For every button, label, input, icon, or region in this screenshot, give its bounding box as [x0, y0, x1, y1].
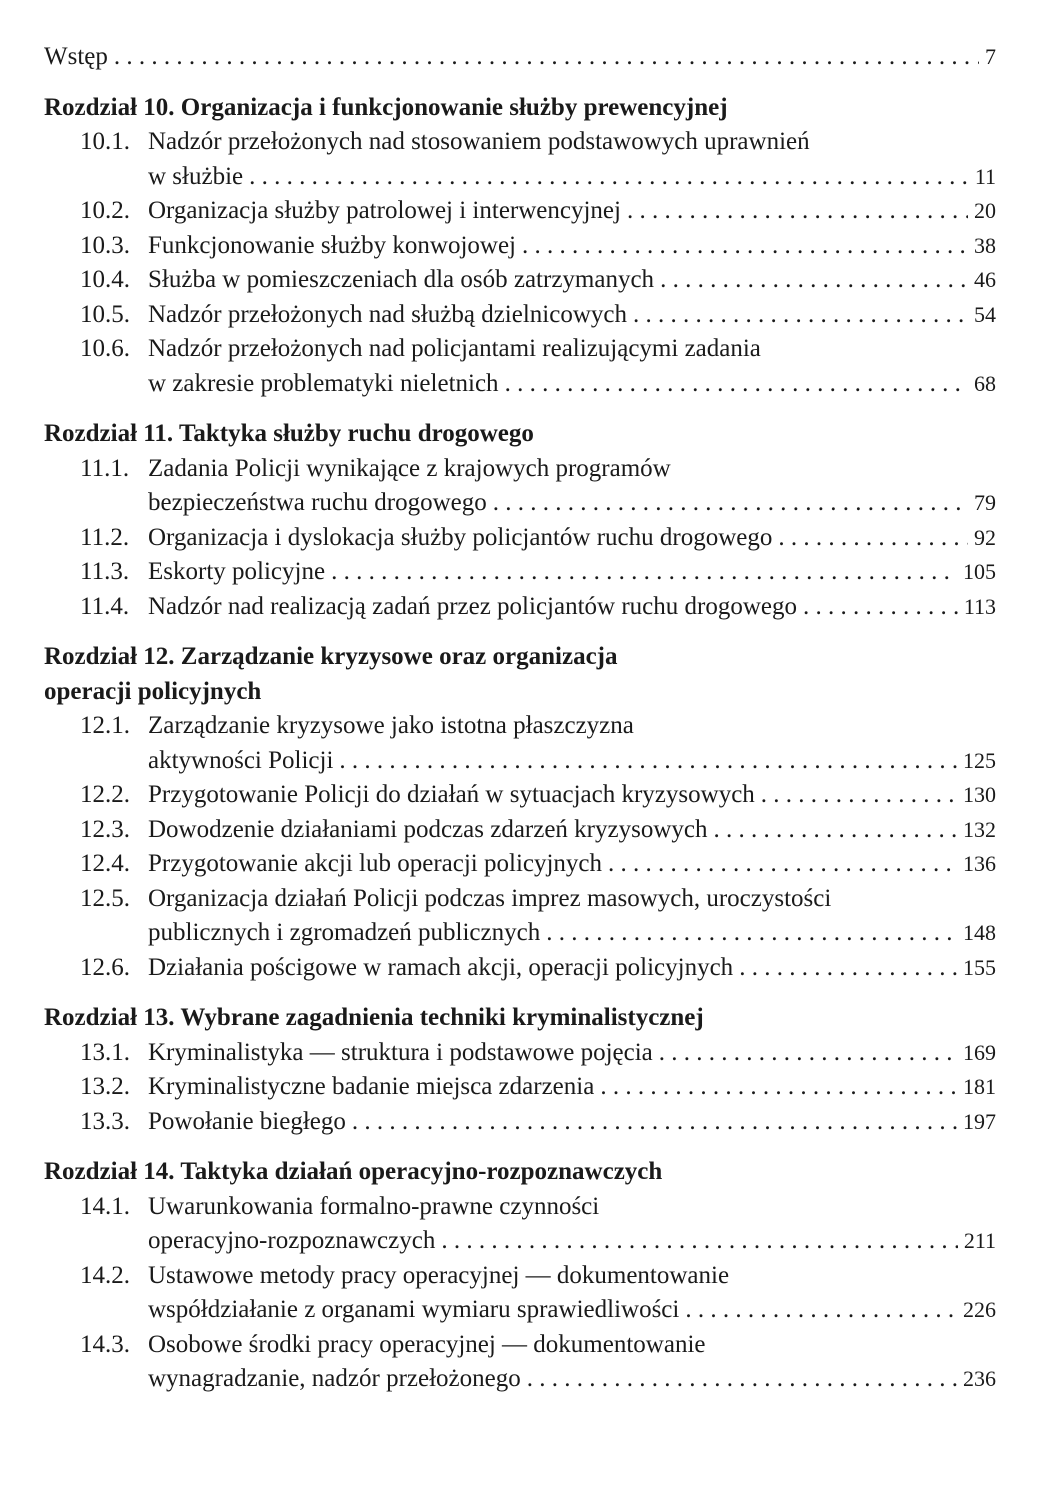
toc-entry-line [44, 744, 996, 779]
toc-page-number: 211 [963, 1228, 996, 1253]
section-title: operacyjno-rozpoznawczych [148, 1227, 436, 1254]
section-number: 11.4. [80, 592, 130, 620]
leader-dots [627, 194, 968, 229]
section-number: 11.2. [80, 523, 130, 551]
section-title: Nadzór nad realizacją zadań przez policjantów ruchu drogowego [148, 592, 797, 620]
toc-entry-line [44, 125, 996, 160]
toc-entry-line [44, 229, 996, 264]
toc-entry [44, 951, 996, 986]
toc-page-number: 130 [963, 782, 996, 807]
section-title: Przygotowanie Policji do działań w sytuacjach kryzysowych [148, 781, 755, 808]
section-number: 14.3. [80, 1330, 130, 1358]
toc-entry [44, 1328, 996, 1397]
toc-page-number: 46 [974, 267, 996, 292]
leader-dots [659, 1036, 957, 1071]
leader-dots [527, 1362, 957, 1397]
toc-entry-line [44, 160, 996, 195]
section-number: 13.1. [80, 1038, 130, 1066]
toc-entry-line [44, 709, 996, 744]
toc-entry-line [44, 1362, 996, 1397]
section-number: 10.6. [80, 335, 130, 362]
section-number: 12.1. [80, 712, 130, 739]
toc-page-number: 11 [974, 163, 996, 189]
section-title: Kryminalistyka — struktura i podstawowe pojęcia [148, 1038, 653, 1066]
leader-dots [685, 1293, 957, 1328]
toc-entry [44, 229, 996, 264]
toc-entry-line [44, 916, 996, 951]
table-of-contents [44, 40, 996, 1397]
section-number: 10.5. [80, 300, 130, 328]
toc-entry [44, 882, 996, 951]
toc-entry-line [44, 194, 996, 229]
section-title: Działania pościgowe w ramach akcji, operacji policyjnych [148, 953, 734, 981]
toc-intro-entry [44, 40, 996, 75]
section-number: 12.3. [80, 815, 130, 843]
toc-page-number: 20 [974, 198, 996, 223]
section-title: aktywności Policji [148, 746, 334, 774]
section-title: Nadzór przełożonych nad służbą dzielnicowych [148, 300, 627, 328]
section-title: Osobowe środki pracy operacyjnej — dokumentowanie [148, 1330, 706, 1358]
toc-page-number: 236 [963, 1366, 996, 1391]
toc-entry-line [44, 1190, 996, 1225]
toc-page-number: 105 [963, 559, 996, 584]
section-title: Nadzór przełożonych nad policjantami realizującymi zadania [148, 335, 761, 362]
toc-entry-line [44, 590, 996, 625]
leader-dots [714, 813, 958, 848]
section-number: 10.3. [80, 231, 130, 259]
toc-entry [44, 194, 996, 229]
toc-entry-line [44, 298, 996, 333]
toc-entry-line [44, 951, 996, 986]
leader-dots [249, 160, 969, 195]
toc-page-number: 113 [963, 593, 996, 619]
toc-page-number: 136 [963, 851, 996, 876]
section-number: 10.4. [80, 266, 130, 293]
leader-dots [761, 778, 957, 813]
toc-page-number: 155 [963, 954, 996, 980]
toc-entry-line [44, 882, 996, 917]
section-title: w zakresie problematyki nieletnich [148, 369, 499, 397]
chapter-title: Rozdział 13. Wybrane zagadnienia techniki kryminalistycznej [44, 1004, 704, 1031]
toc-page-number: 148 [963, 920, 996, 945]
section-title: publicznych i zgromadzeń publicznych [148, 919, 541, 946]
toc-entry-line [44, 813, 996, 848]
section-number: 12.4. [80, 850, 130, 877]
section-title: Dowodzenie działaniami podczas zdarzeń kryzysowych [148, 815, 708, 843]
toc-entry [44, 332, 996, 401]
toc-entry-line [44, 486, 996, 521]
section-title: Kryminalistyczne badanie miejsca zdarzenia [148, 1073, 595, 1100]
toc-entry [44, 298, 996, 333]
leader-dots [660, 263, 968, 298]
toc-entry-line [44, 1036, 996, 1071]
section-title: bezpieczeństwa ruchu drogowego [148, 489, 487, 516]
chapter-title: Rozdział 14. Taktyka działań operacyjno-rozpoznawczych [44, 1158, 663, 1185]
section-title: Organizacja działań Policji podczas imprez masowych, uroczystości [148, 884, 832, 912]
chapter-title: Rozdział 10. Organizacja i funkcjonowanie służby prewencyjnej [44, 93, 728, 121]
toc-page-number: 79 [974, 490, 996, 515]
toc-entry-line [44, 778, 996, 813]
toc-entry-line [44, 521, 996, 556]
toc-entry-line [44, 1259, 996, 1294]
toc-entry [44, 521, 996, 556]
leader-dots [441, 1224, 957, 1259]
section-number: 10.2. [80, 197, 130, 224]
section-number: 12.6. [80, 953, 130, 981]
leader-dots [493, 486, 968, 521]
leader-dots [739, 951, 957, 986]
toc-entry [44, 263, 996, 298]
leader-dots [546, 916, 957, 951]
section-number: 10.1. [80, 128, 130, 155]
leader-dots [522, 229, 968, 264]
section-number: 13.2. [80, 1073, 130, 1100]
section-number: 11.3. [80, 558, 130, 585]
section-title: Zarządzanie kryzysowe jako istotna płaszczyzna [148, 712, 634, 739]
toc-page-number: 38 [974, 232, 996, 258]
toc-entry [44, 1190, 996, 1259]
chapter-section [44, 640, 996, 985]
toc-page-number: 92 [974, 524, 996, 550]
toc-page-number: 226 [963, 1297, 996, 1322]
toc-entry [44, 555, 996, 590]
toc-page-number: 125 [963, 747, 996, 773]
section-title: w służbie [148, 162, 244, 190]
chapter-title: Rozdział 11. Taktyka służby ruchu drogowego [44, 420, 534, 447]
toc-entry [44, 590, 996, 625]
section-title: Organizacja i dyslokacja służby policjantów ruchu drogowego [148, 523, 773, 551]
chapter-section [44, 1001, 996, 1139]
section-title: Eskorty policyjne [148, 558, 326, 585]
leader-dots [339, 744, 957, 779]
section-title: współdziałanie z organami wymiaru sprawiedliwości [148, 1296, 680, 1323]
section-title: Ustawowe metody pracy operacyjnej — dokumentowanie [148, 1261, 730, 1289]
toc-entry-line [44, 1070, 996, 1105]
leader-dots [505, 367, 968, 402]
leader-dots [778, 521, 968, 556]
toc-entry-line [44, 1328, 996, 1363]
chapter-title: Rozdział 12. Zarządzanie kryzysowe oraz organizacja [44, 643, 618, 670]
leader-dots [600, 1070, 957, 1105]
section-title: Organizacja służby patrolowej i interwencyjnej [148, 197, 621, 224]
chapter-section [44, 417, 996, 624]
toc-entry [44, 452, 996, 521]
toc-entry [44, 813, 996, 848]
leader-dots [331, 555, 957, 590]
toc-entry [44, 847, 996, 882]
section-number: 12.5. [80, 884, 130, 912]
toc-entry-line [44, 263, 996, 298]
section-number: 14.1. [80, 1192, 130, 1220]
toc-page-number: 7 [985, 44, 996, 69]
section-title: Uwarunkowania formalno-prawne czynności [148, 1192, 600, 1220]
section-number: 12.2. [80, 781, 130, 808]
leader-dots [114, 40, 979, 75]
chapter-title: operacji policyjnych [44, 677, 262, 705]
toc-entry-line [44, 555, 996, 590]
toc-intro-title: Wstęp [44, 43, 108, 70]
toc-page-number: 132 [963, 816, 996, 842]
toc-entry-line [44, 452, 996, 487]
toc-entry-line [44, 1105, 996, 1140]
section-title: Przygotowanie akcji lub operacji policyjnych [148, 850, 603, 877]
chapter-section [44, 91, 996, 402]
section-title: Nadzór przełożonych nad stosowaniem podstawowych uprawnień [148, 128, 810, 155]
section-title: Służba w pomieszczeniach dla osób zatrzymanych [148, 266, 655, 293]
leader-dots [803, 590, 958, 625]
toc-entry [44, 125, 996, 194]
leader-dots [633, 298, 968, 333]
leader-dots [608, 847, 957, 882]
toc-page-number: 54 [974, 301, 996, 327]
section-title: Zadania Policji wynikające z krajowych programów [148, 454, 671, 482]
section-number: 14.2. [80, 1261, 130, 1289]
toc-entry [44, 1070, 996, 1105]
section-title: wynagradzanie, nadzór przełożonego [148, 1365, 521, 1392]
section-number: 13.3. [80, 1107, 130, 1135]
section-title: Funkcjonowanie służby konwojowej [148, 231, 517, 259]
toc-entry [44, 1259, 996, 1328]
leader-dots [352, 1105, 957, 1140]
toc-entry-line [44, 1293, 996, 1328]
toc-entry-line [44, 332, 996, 367]
toc-entry [44, 1105, 996, 1140]
chapter-section [44, 1155, 996, 1397]
toc-page-number: 169 [963, 1039, 996, 1065]
toc-entry-line [44, 1224, 996, 1259]
toc-entry-line [44, 847, 996, 882]
section-number: 11.1. [80, 454, 130, 482]
toc-entry [44, 709, 996, 778]
toc-page-number: 68 [974, 370, 996, 396]
toc-entry [44, 1036, 996, 1071]
toc-entry-line [44, 367, 996, 402]
toc-page-number: 197 [963, 1108, 996, 1134]
toc-entry [44, 778, 996, 813]
chapter-list [44, 91, 996, 1397]
section-title: Powołanie biegłego [148, 1107, 346, 1135]
toc-page-number: 181 [963, 1074, 996, 1099]
